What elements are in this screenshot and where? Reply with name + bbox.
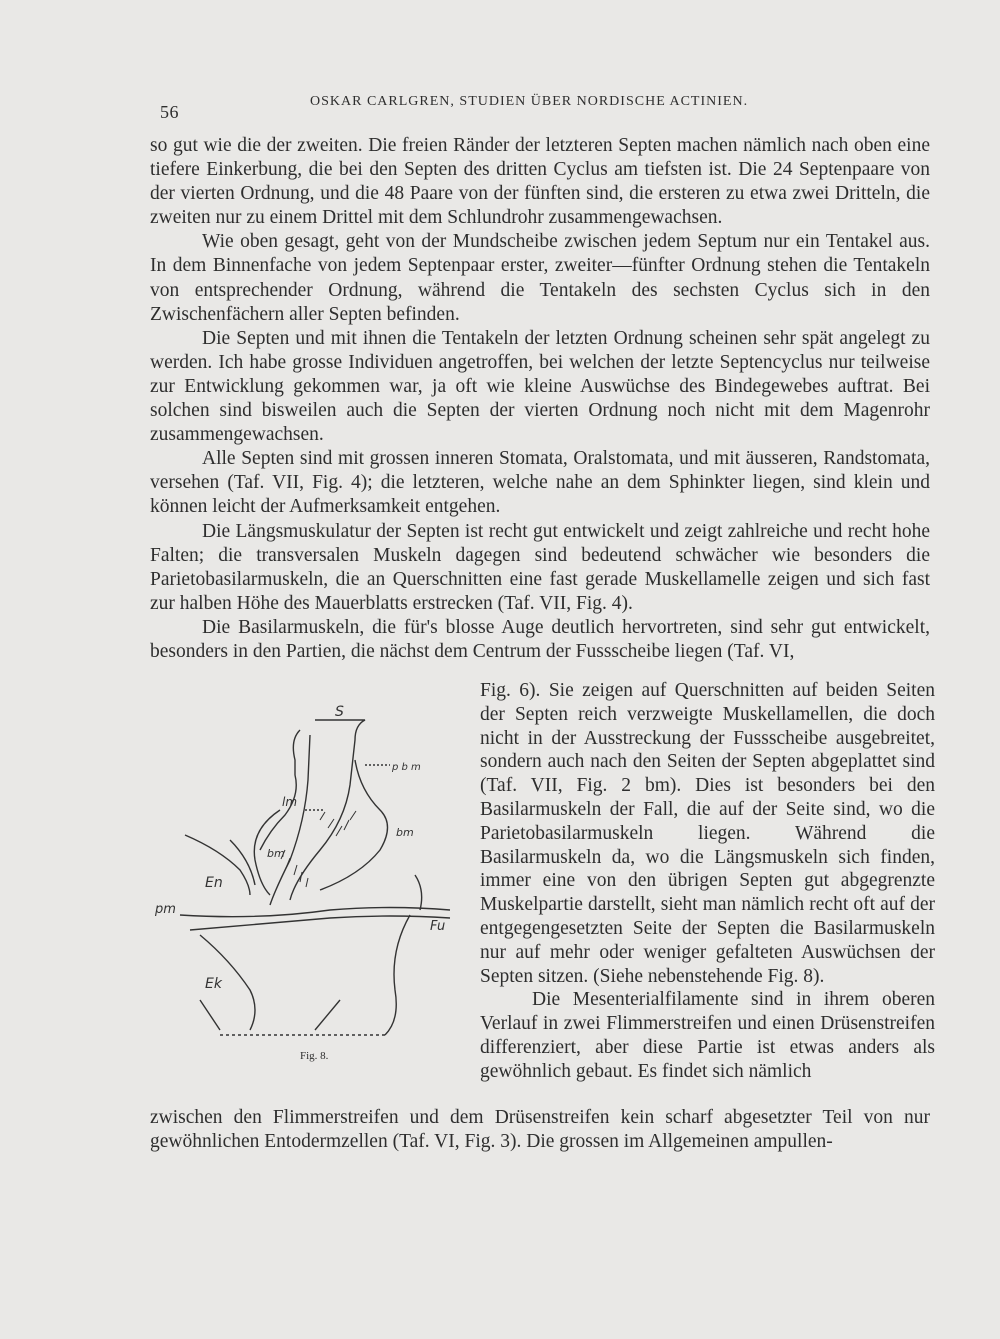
paragraph: Alle Septen sind mit grossen inneren Stomata, Oralstomata, und mit äusseren, Randstomata, versehen (Taf. VII, Fig. 4); die letzteren, welche nahe an dem Sphinkter liegen, sind klein und können leicht der Aufmerksamkeit entgehen. (150, 448, 930, 518)
body-text-bottom (150, 1106, 930, 1154)
label-bm-left: bm (267, 847, 285, 860)
label-en: En (205, 875, 223, 891)
figure-8-drawing (150, 700, 480, 1070)
figure-8 (150, 700, 480, 1070)
paragraph: Die Längsmuskulatur der Septen ist recht gut entwickelt und zeigt zahlreiche und recht hohe Falten; die transversalen Muskeln dagegen sind bedeutend schwächer wie besonders die Parietobasilarmuskeln, die an Querschnitten eine fast gerade Muskellamelle zeigen und sich fast zur halben Höhe des Mauerblatts erstrecken (Taf. VII, Fig. 4). (150, 520, 930, 614)
label-pbm: p b m (392, 762, 421, 773)
body-text-right-column (480, 679, 935, 1084)
label-bm-right: bm (396, 826, 414, 839)
figure-caption: Fig. 8. (300, 1050, 329, 1062)
label-ek: Ek (205, 976, 222, 992)
paragraph: Wie oben gesagt, geht von der Mundscheibe zwischen jedem Septum nur ein Tentakel aus. In dem Binnenfache von jedem Septenpaar erster, zweiter—fünfter Ordnung stehen die Tentakeln von entsprechender Ordnung, während die Tentakeln des sechsten Cyclus sich in den Zwischenfächern aller Septen befinden. (150, 231, 930, 325)
paragraph: Die Septen und mit ihnen die Tentakeln der letzten Ordnung scheinen sehr spät angelegt zu werden. Ich habe grosse Individuen angetroffen, bei welchen der letzte Septencyclus nur teilweise zur Entwicklung gekommen war, ja oft wie kleine Auswüchse des Bindegewebes auftrat. Bei solchen sind bisweilen auch die Septen der vierten Ordnung noch nicht mit dem Magenrohr zusammengewachsen. (150, 327, 930, 446)
page-number: 56 (160, 102, 179, 122)
paragraph: so gut wie die der zweiten. Die freien Ränder der letzteren Septen machen nämlich nach oben eine tiefere Einkerbung, die bei den Septen des dritten Cyclus am tiefsten ist. Die 24 Septenpaare von der vierten Ordnung, und die 48 Paare von der fünften sind, die ersteren zu etwa zwei Dritteln, die zweiten nur zu einem Drittel mit dem Schlundrohr zusammengewachsen. (150, 135, 930, 229)
paragraph: zwischen den Flimmerstreifen und dem Drüsenstreifen kein scharf abgesetzter Teil von nur gewöhnlichen Entodermzellen (Taf. VI, Fig. 3). Die grossen im Allgemeinen ampullen- (150, 1107, 930, 1153)
label-s: S (335, 704, 344, 720)
paragraph: Die Basilarmuskeln, die für's blosse Auge deutlich hervortreten, sind sehr gut entwickelt, besonders in den Partien, die nächst dem Centrum der Fussscheibe liegen (Taf. VI, (150, 616, 930, 662)
paragraph: Die Mesenterialfilamente sind in ihrem oberen Verlauf in zwei Flimmerstreifen und einen Drüsenstreifen differenziert, aber diese Partie ist etwas anders als gewöhnlich gebaut. Es findet sich nämlich (480, 989, 935, 1082)
paragraph: Fig. 6). Sie zeigen auf Querschnitten auf beiden Seiten der Septen reich verzweigte Muskellamellen, die doch nicht in der Ausstreckung der Fussscheibe ausgebreitet, sondern auch nach den Seiten der Septen abgeplattet sind (Taf. VII, Fig. 2 bm). Dies ist besonders bei den Basilarmuskeln der Fall, die auf der Seite sind, wo die Parietobasilarmuskeln liegen. Während die Basilarmuskeln da, wo die Längsmuskeln sich finden, immer eine von den übrigen Septen gut abgegrenzte Muskelpartie darstellt, sieht man nämlich recht oft auf der entgegengesetzten Seite der Septen die Basilarmuskeln nur auf mehr oder weniger gefalteten Auswüchsen der Septen sitzen. (Siehe nebenstehende Fig. 8). (480, 680, 935, 987)
running-title: OSKAR CARLGREN, STUDIEN ÜBER NORDISCHE ACTINIEN. (310, 94, 749, 109)
label-lm: lm (282, 795, 298, 809)
label-fu: Fu (430, 919, 446, 934)
body-text-top (150, 134, 930, 664)
label-pm: pm (155, 902, 176, 917)
